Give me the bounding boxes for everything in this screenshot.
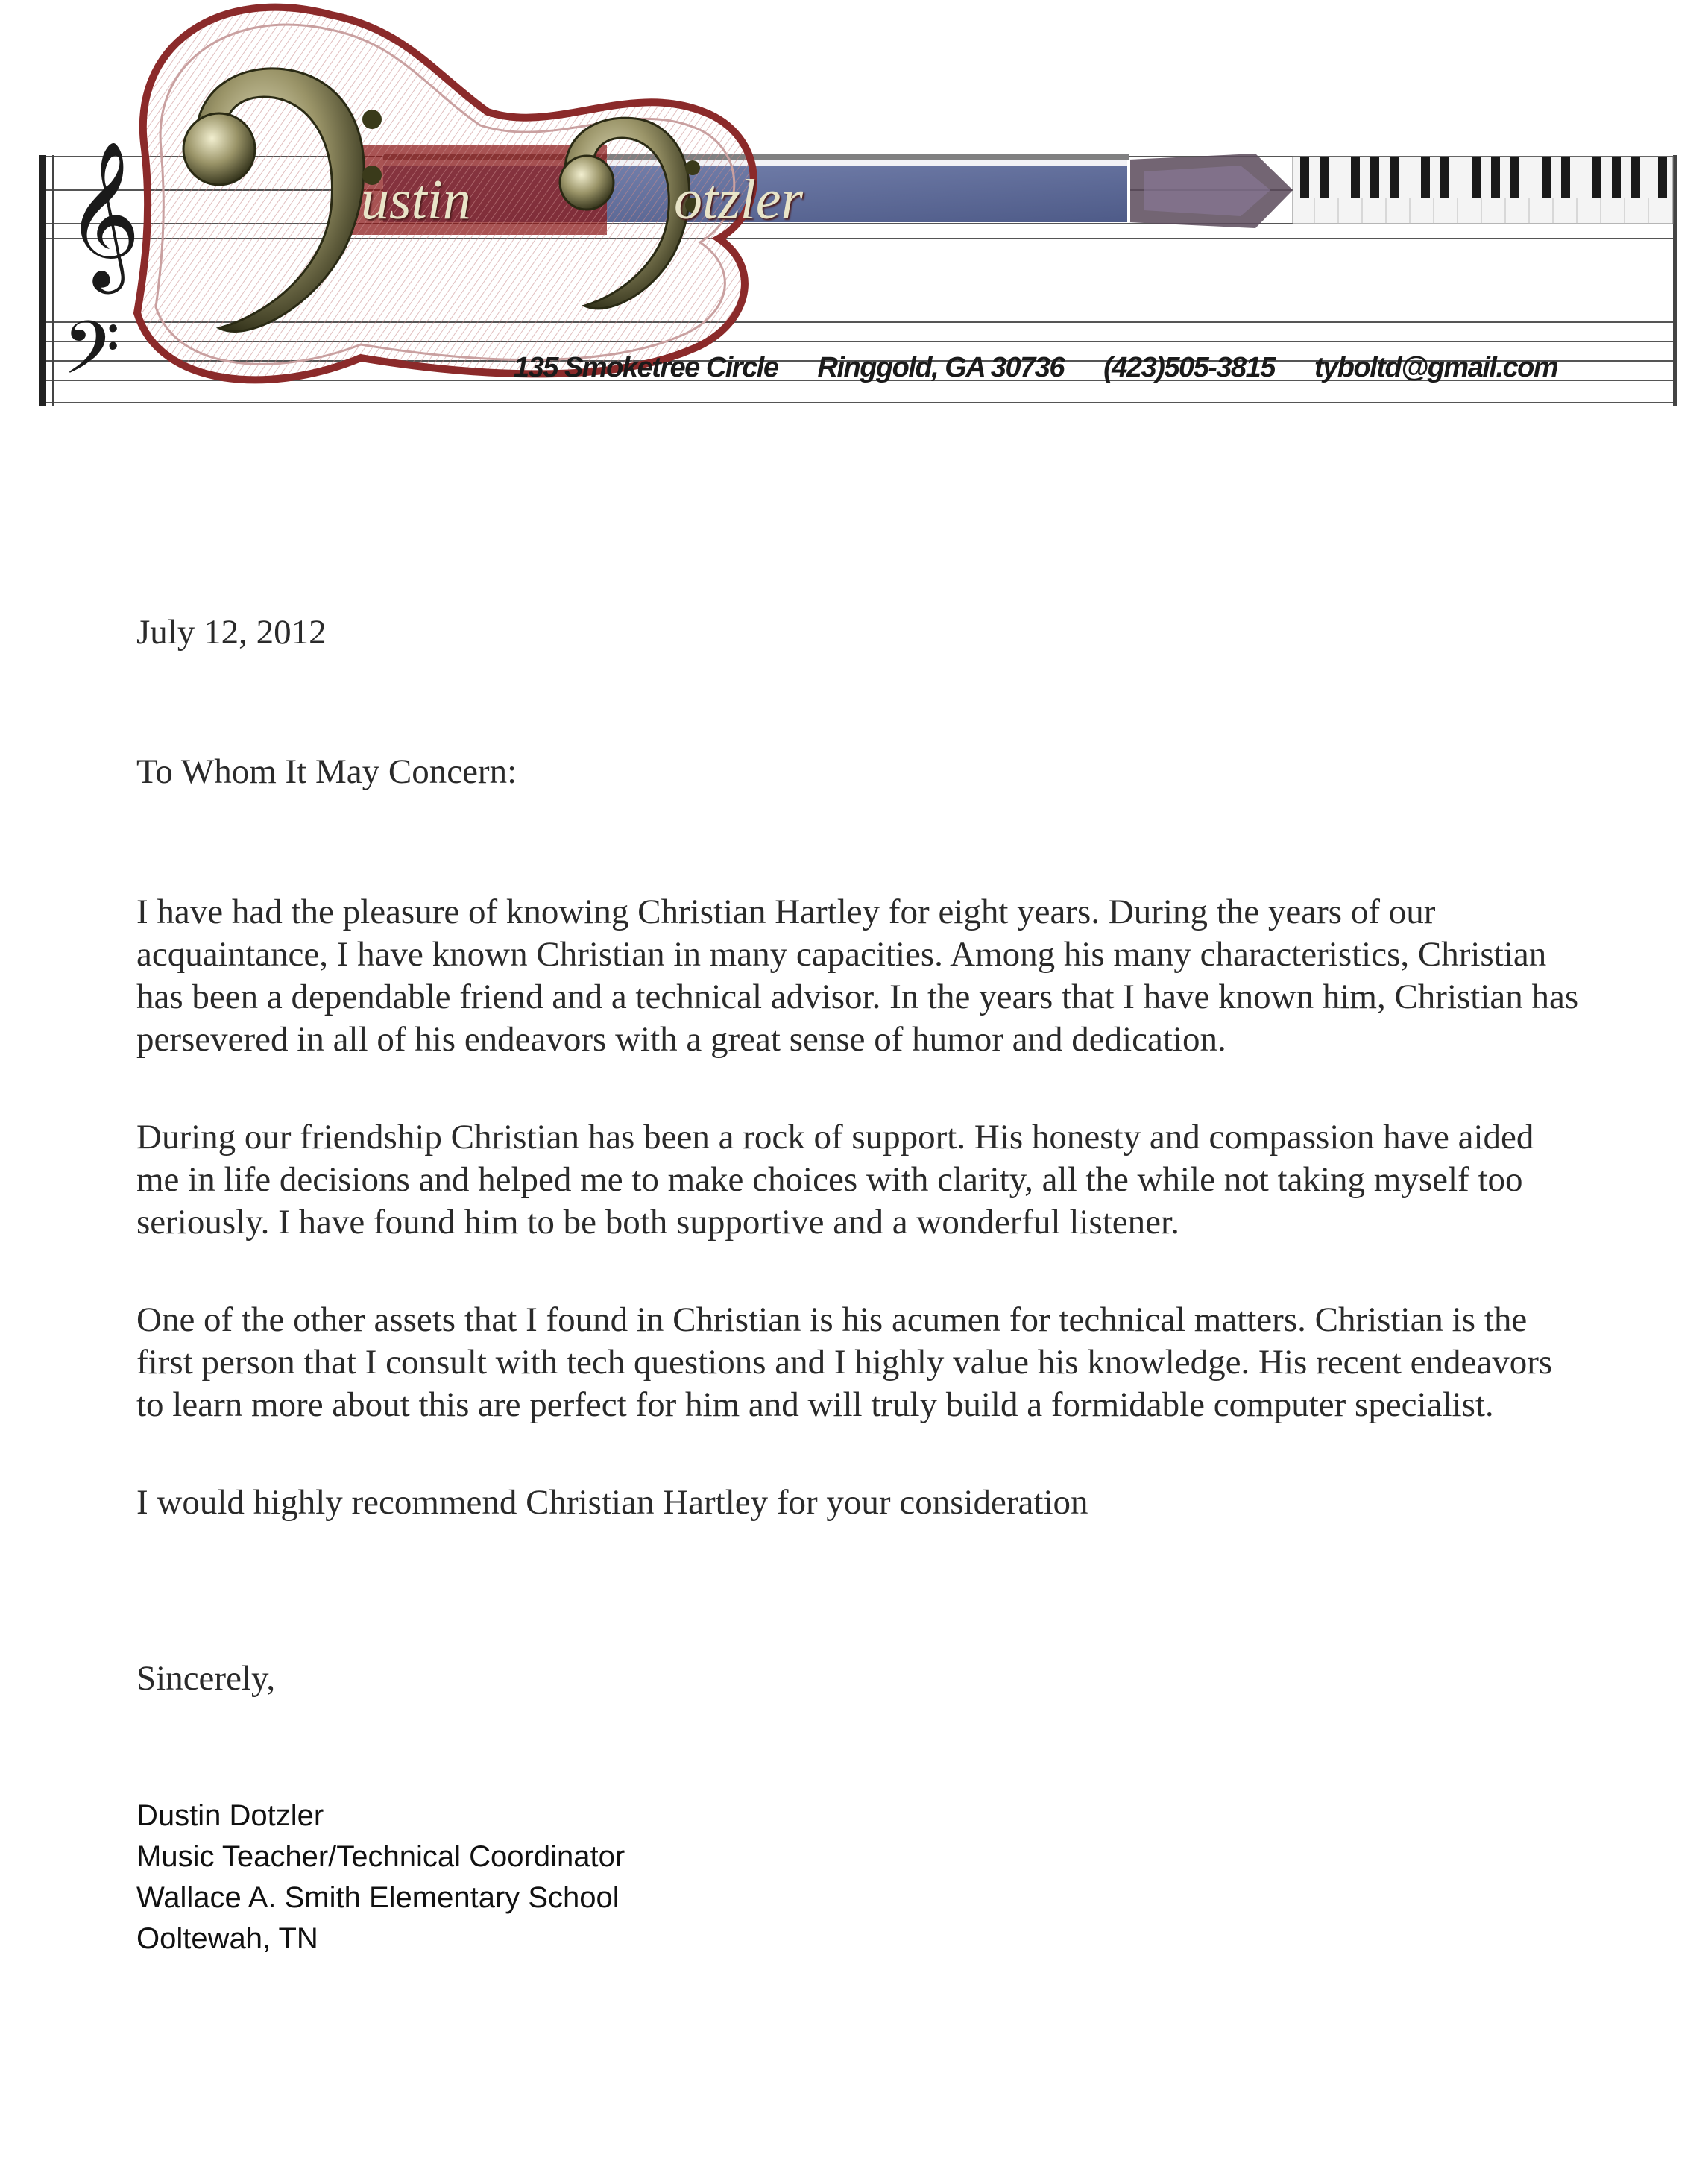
treble-clef-icon: 𝄞 bbox=[66, 140, 141, 288]
piano-keys-icon bbox=[1293, 157, 1673, 224]
email-address: tyboltd@gmail.com bbox=[1314, 352, 1558, 383]
signer-name: Dustin Dotzler bbox=[136, 1799, 324, 1832]
signer-title: Music Teacher/Technical Coordinator bbox=[136, 1840, 625, 1873]
paragraph-1: I have had the pleasure of knowing Christian Hartley for eight years. During the years of our acquaintance, I have known Christian in many capacities. Among his many characteristics, Christian has been a dependable friend and a technical advisor. In the years that I have known him, Christian has persevered in all of his endeavors with a great sense of humor and dedication. bbox=[136, 893, 1579, 1059]
phone-number: (423)505-3815 bbox=[1103, 352, 1275, 383]
signer-location: Ooltewah, TN bbox=[136, 1922, 318, 1955]
logo-last-name: otzler bbox=[674, 169, 804, 231]
city-state-zip: Ringgold, GA 30736 bbox=[817, 352, 1065, 383]
signer-school: Wallace A. Smith Elementary School bbox=[136, 1881, 620, 1914]
bass-clef-icon: 𝄢 bbox=[63, 306, 121, 409]
letter-date: July 12, 2012 bbox=[136, 613, 327, 652]
letterhead bbox=[33, 0, 1685, 418]
paragraph-4: I would highly recommend Christian Hartley for your consideration bbox=[136, 1483, 1088, 1522]
salutation: To Whom It May Concern: bbox=[136, 752, 517, 791]
paragraph-3: One of the other assets that I found in Christian is his acumen for technical matters. Christian is the first person that I consult with tech questions and I highly value his knowledge. His recent endeavors to learn more about this are perfect for him and will truly build a formidable computer specialist. bbox=[136, 1300, 1553, 1424]
paragraph-2: During our friendship Christian has been a rock of support. His honesty and compassion have aided me in life decisions and helped me to make choices with clarity, all the while not taking myself too seriously. I have found him to be both supportive and a wonderful listener. bbox=[136, 1118, 1534, 1241]
closing: Sincerely, bbox=[136, 1659, 276, 1698]
signature-block bbox=[136, 1795, 625, 1959]
contact-line bbox=[514, 352, 1557, 384]
logo-first-name: ustin bbox=[361, 169, 471, 231]
address: 135 Smoketree Circle bbox=[514, 352, 778, 383]
